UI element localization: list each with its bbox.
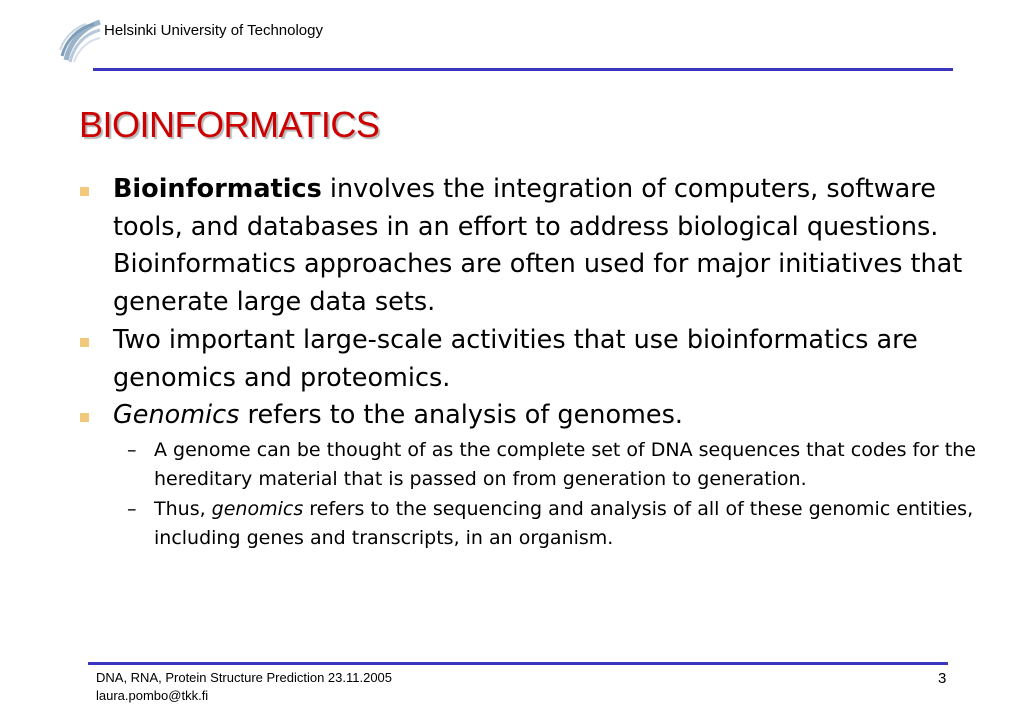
dash-marker: – — [127, 438, 137, 461]
footer-email: laura.pombo@tkk.fi — [96, 688, 209, 703]
slide-title: BIOINFORMATICS — [79, 104, 380, 145]
header-divider — [93, 68, 953, 71]
dash-marker: – — [127, 497, 137, 520]
footer-course-line: DNA, RNA, Protein Structure Prediction 23.11.2005 — [96, 670, 393, 685]
sub-bullet-genome-definition — [80, 436, 1000, 494]
bullet-square-icon — [80, 187, 89, 196]
bullet-genomics — [80, 397, 1000, 435]
slide-body — [80, 171, 1000, 553]
bullet-text: involves the integration of computers, software tools, and databases in an effort to address biological questions. Bioinformatics approaches are often used for major initiatives that generate large data sets. — [113, 174, 963, 318]
sub-bullet-text: refers to the sequencing and analysis of all of these genomic entities, including genes and transcripts, in an organism. — [154, 497, 974, 549]
term-genomics-italic: genomics — [211, 497, 304, 520]
page-number: 3 — [938, 670, 947, 687]
sub-bullet-genomics-scope — [80, 495, 1000, 553]
bullet-large-scale-activities — [80, 322, 1000, 397]
bullet-bioinformatics-definition — [80, 171, 1000, 322]
sub-bullet-text: A genome can be thought of as the complete set of DNA sequences that codes for the hereditary material that is passed on from generation to generation. — [154, 438, 976, 490]
footer — [96, 669, 392, 705]
bullet-square-icon — [80, 338, 89, 347]
bullet-square-icon — [80, 413, 89, 422]
bullet-text: Two important large-scale activities that use bioinformatics are genomics and proteomics. — [113, 324, 918, 393]
term-bioinformatics: Bioinformatics — [113, 174, 322, 204]
sub-bullet-prefix: Thus, — [154, 497, 212, 520]
term-genomics: Genomics — [113, 400, 240, 431]
bullet-text: refers to the analysis of genomes. — [239, 400, 683, 431]
institution-name: Helsinki University of Technology — [104, 22, 323, 39]
university-logo-icon — [56, 16, 102, 64]
footer-divider — [88, 662, 948, 665]
